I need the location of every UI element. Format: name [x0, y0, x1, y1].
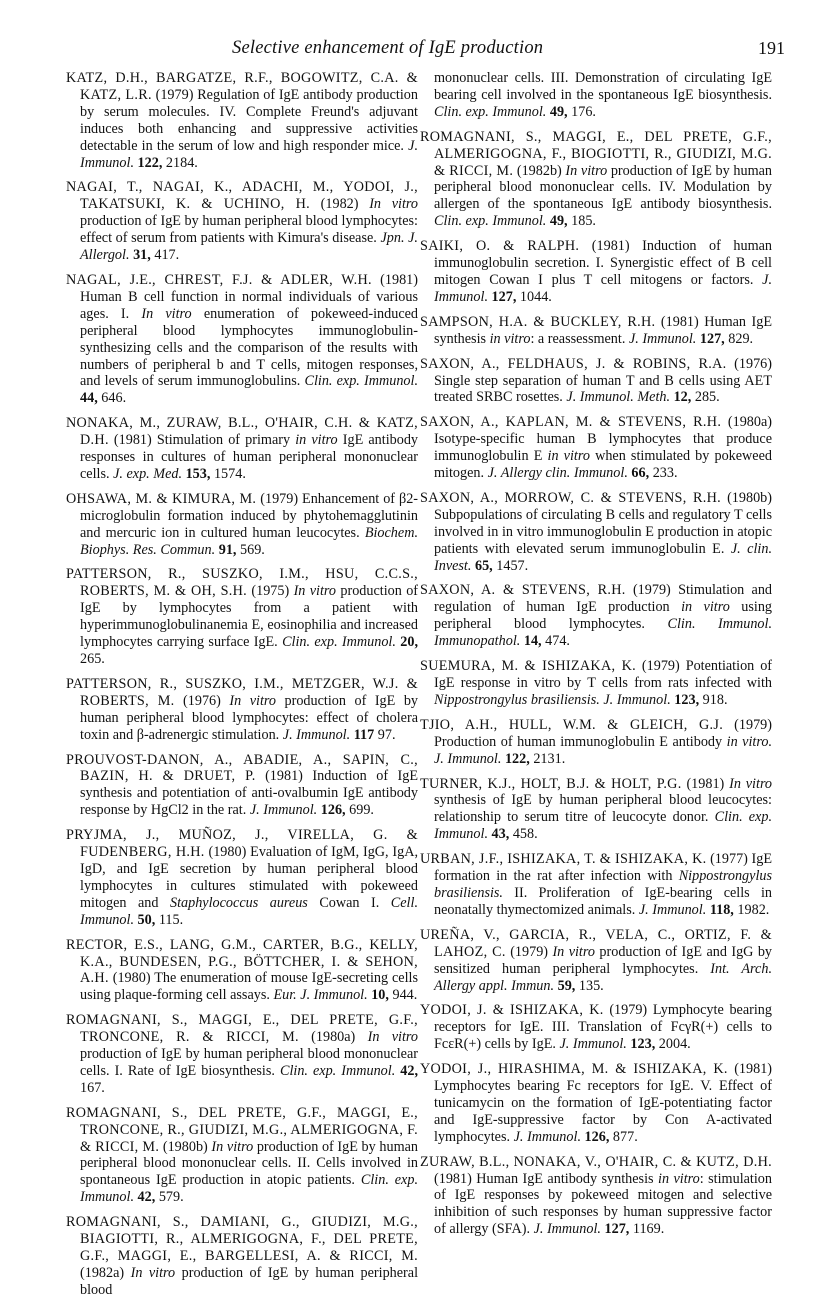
reference-column-right: [420, 70, 772, 1246]
reference-entry: ROMAGNANI, S., MAGGI, E., DEL PRETE, G.F., TRONCONE, R. & RICCI, M. (1980a) In vitro production of IgE by human peripheral blood mononuclear cells. I. Rate of IgE biosynthesis. Clin. exp. Immunol. 42, 167.: [66, 1012, 419, 1096]
running-header: [0, 38, 816, 64]
reference-entry: YODOI, J., HIRASHIMA, M. & ISHIZAKA, K. (1981) Lymphocytes bearing Fc receptors for IgE. V. Effect of tunicamycin on the formation of IgE-potentiating factor and IgE-suppressive factor by Con A-activated lymphocytes. J. Immunol. 126, 877.: [420, 1061, 773, 1145]
reference-entry-continued: mononuclear cells. III. Demonstration of circulating IgE bearing cell involved in the spontaneous IgE biosynthesis. Clin. exp. Immunol. 49, 176.: [434, 70, 772, 120]
reference-entry: KATZ, D.H., BARGATZE, R.F., BOGOWITZ, C.A. & KATZ, L.R. (1979) Regulation of IgE antibody production by serum molecules. IV. Complete Freund's adjuvant induces both enhancing and suppressive activities detectable in the serum of low and high responder mice. J. Immunol. 122, 2184.: [66, 70, 419, 171]
running-title: Selective enhancement of IgE production: [232, 38, 544, 58]
reference-entry: NAGAI, T., NAGAI, K., ADACHI, M., YODOI, J., TAKATSUKI, K. & UCHINO, H. (1982) In vitro production of IgE by human peripheral blood lymphocytes: effect of serum from patients with Kimura's disease. Jpn. J. Allergol. 31, 417.: [66, 179, 418, 264]
reference-entry: SAXON, A., MORROW, C. & STEVENS, R.H. (1980b) Subpopulations of circulating B cells and regulatory T cells involved in in vitro immunoglobulin E production in atopic patients with elevated serum immunoglobulin E. J. clin. Invest. 65, 1457.: [420, 489, 773, 574]
reference-entry: UREÑA, V., GARCIA, R., VELA, C., ORTIZ, F. & LAHOZ, C. (1979) In vitro production of IgE and IgG by sensitized human peripheral lymphocytes. Int. Arch. Allergy appl. Immun. 59, 135.: [420, 926, 773, 994]
reference-entry: TJIO, A.H., HULL, W.M. & GLEICH, G.J. (1979) Production of human immunoglobulin E antibody in vitro. J. Immunol. 122, 2131.: [420, 716, 772, 767]
reference-entry: NONAKA, M., ZURAW, B.L., O'HAIR, C.H. & KATZ, D.H. (1981) Stimulation of primary in vitro IgE antibody responses in cultures of human peripheral mononuclear cells. J. exp. Med. 153, 1574.: [66, 415, 419, 482]
reference-entry: PATTERSON, R., SUSZKO, I.M., HSU, C.C.S., ROBERTS, M. & OH, S.H. (1975) In vitro production of IgE by lymphocytes from a patient with hyperimmunoglobulinanemia E, eosinophilia and increased lymphocytes carrying surface IgE. Clin. exp. Immunol. 20, 265.: [66, 566, 419, 667]
reference-entry: OHSAWA, M. & KIMURA, M. (1979) Enhancement of β2-microglobulin formation induced by phytohemagglutinin and mercuric ion in cultured human leucocytes. Biochem. Biophys. Res. Commun. 91, 569.: [66, 490, 419, 558]
reference-entry: SAIKI, O. & RALPH. (1981) Induction of human immunoglobulin secretion. I. Synergistic effect of B cell mitogen Cowan I plus T cell mitogens or factors. J. Immunol. 127, 1044.: [420, 238, 773, 305]
page-number: 191: [758, 38, 785, 58]
reference-entry: PATTERSON, R., SUSZKO, I.M., METZGER, W.J. & ROBERTS, M. (1976) In vitro production of IgE by human peripheral blood lymphocytes: effect of cholera toxin and β-adrenergic stimulation. J. Immunol. 117 97.: [66, 675, 419, 743]
reference-entry: ROMAGNANI, S., MAGGI, E., DEL PRETE, G.F., ALMERIGOGNA, F., BIOGIOTTI, R., GIUDIZI, M.G. & RICCI, M. (1982b) In vitro production of IgE by human peripheral blood mononuclear cells. IV. Modulation by allergen of the spontaneous IgE antibody biosynthesis. Clin. exp. Immunol. 49, 185.: [420, 128, 773, 230]
reference-entry: RECTOR, E.S., LANG, G.M., CARTER, B.G., KELLY, K.A., BUNDESEN, P.G., BÖTTCHER, I. & SEHON, A.H. (1980) The enumeration of mouse IgE-secreting cells using plaque-forming cell assays. Eur. J. Immunol. 10, 944.: [66, 936, 418, 1004]
reference-entry: ZURAW, B.L., NONAKA, V., O'HAIR, C. & KUTZ, D.H. (1981) Human IgE antibody synthesis in vitro: stimulation of IgE responses by pokeweed mitogen and selective inhibition of such responses by human suppressive factor of allergy (SFA). J. Immunol. 127, 1169.: [420, 1153, 772, 1238]
reference-entry: PRYJMA, J., MUÑOZ, J., VIRELLA, G. & FUDENBERG, H.H. (1980) Evaluation of IgM, IgG, IgA, IgD, and IgE secretion by human peripheral blood lymphocytes in cultures stimulated with pokeweed mitogen and Staphylococcus aureus Cowan I. Cell. Immunol. 50, 115.: [66, 827, 419, 928]
reference-entry: PROUVOST-DANON, A., ABADIE, A., SAPIN, C., BAZIN, H. & DRUET, P. (1981) Induction of IgE synthesis and potentiation of anti-ovalbumin IgE antibody response by HgCl2 in the rat. J. Immunol. 126, 699.: [66, 751, 419, 819]
reference-entry: SAXON, A., KAPLAN, M. & STEVENS, R.H. (1980a) Isotype-specific human B lymphocytes that produce immunoglobulin E in vitro when stimulated by pokeweed mitogen. J. Allergy clin. Immunol. 66, 233.: [420, 414, 773, 482]
reference-entry: YODOI, J. & ISHIZAKA, K. (1979) Lymphocyte bearing receptors for IgE. III. Translation of FcγR(+) cells to FcεR(+) cells by IgE. J. Immunol. 123, 2004.: [420, 1002, 772, 1053]
reference-entry: SAXON, A. & STEVENS, R.H. (1979) Stimulation and regulation of human IgE production in vitro using peripheral blood lymphocytes. Clin. Immunol. Immunopathol. 14, 474.: [420, 582, 773, 650]
reference-column-left: [66, 70, 418, 1307]
reference-entry: SAXON, A., FELDHAUS, J. & ROBINS, R.A. (1976) Single step separation of human T and B cells using AET treated SRBC rosettes. J. Immunol. Meth. 12, 285.: [420, 355, 772, 406]
reference-entry: URBAN, J.F., ISHIZAKA, T. & ISHIZAKA, K. (1977) IgE formation in the rat after infection with Nippostrongylus brasiliensis. II. Proliferation of IgE-bearing cells in neonatally thymectomized animals. J. Immunol. 118, 1982.: [420, 851, 773, 918]
reference-entry: TURNER, K.J., HOLT, B.J. & HOLT, P.G. (1981) In vitro synthesis of IgE by human peripheral blood leucocytes: relationship to serum titre of leucocyte donor. Clin. exp. Immunol. 43, 458.: [420, 775, 773, 843]
reference-entry: SUEMURA, M. & ISHIZAKA, K. (1979) Potentiation of IgE response in vitro by T cells from rats infected with Nippostrongylus brasiliensis. J. Immunol. 123, 918.: [420, 658, 773, 708]
reference-entry: SAMPSON, H.A. & BUCKLEY, R.H. (1981) Human IgE synthesis in vitro: a reassessment. J. Immunol. 127, 829.: [420, 313, 772, 347]
reference-entry: ROMAGNANI, S., DEL PRETE, G.F., MAGGI, E., TRONCONE, R., GIUDIZI, M.G., ALMERIGOGNA, F. & RICCI, M. (1980b) In vitro production of IgE by human peripheral blood mononuclear cells. II. Cells involved in spontaneous IgE production in atopic patients. Clin. exp. Immunol. 42, 579.: [66, 1104, 419, 1206]
reference-entry: NAGAL, J.E., CHREST, F.J. & ADLER, W.H. (1981) Human B cell function in normal individuals of various ages. I. In vitro enumeration of pokeweed-induced peripheral blood lymphocytes immunoglobulin-synthesizing cells and the comparison of the results with numbers of peripheral b and T cells, mitogen responses, and levels of serum immunoglobulins. Clin. exp. Immunol. 44, 646.: [66, 271, 419, 407]
reference-entry: ROMAGNANI, S., DAMIANI, G., GIUDIZI, M.G., BIAGIOTTI, R., ALMERIGOGNA, F., DEL PRETE, G.F., MAGGI, E., BARGELLESI, A. & RICCI, M. (1982a) In vitro production of IgE by human peripheral blood: [66, 1214, 419, 1298]
